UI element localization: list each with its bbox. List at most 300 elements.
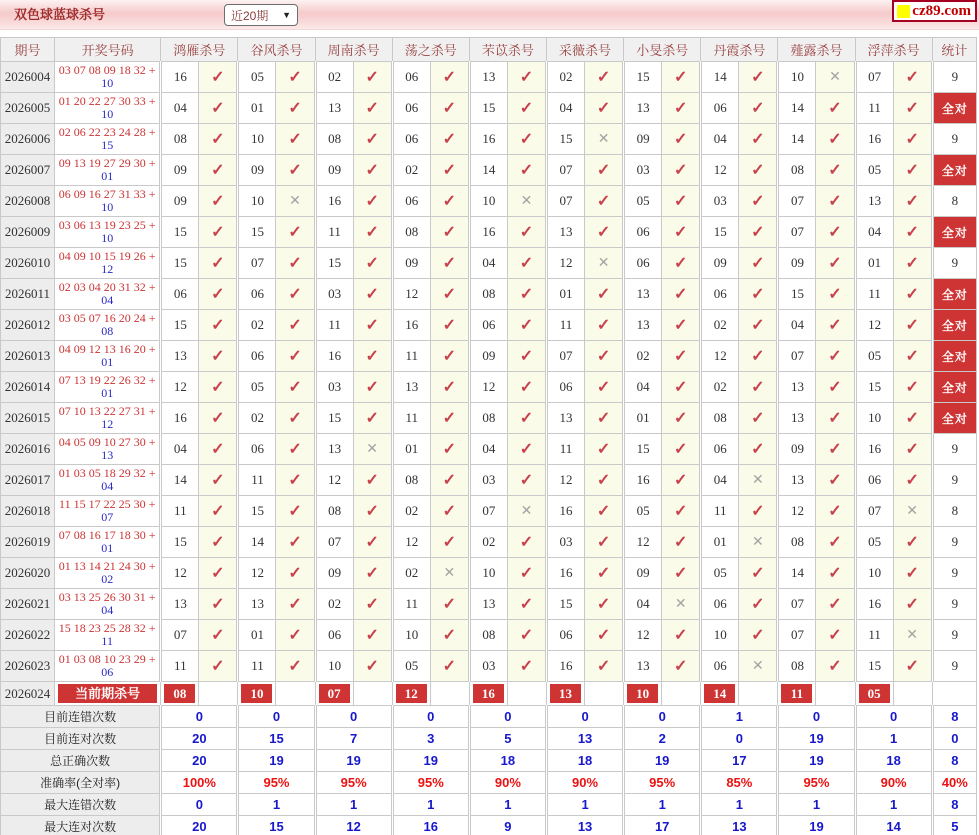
kill-number-cell: 07 (778, 186, 816, 217)
kill-number-cell: 01 (855, 248, 893, 279)
kill-number-cell: 06 (315, 620, 353, 651)
kill-number-cell: 06 (392, 62, 430, 93)
kill-mark-cell (585, 248, 624, 279)
kill-mark-cell (585, 372, 624, 403)
stat-cell: 全对 (932, 155, 976, 186)
check-icon: ✓ (596, 627, 611, 644)
check-icon: ✓ (288, 658, 302, 675)
check-icon: ✓ (442, 596, 456, 613)
summary-value-cell: 17 (624, 816, 701, 835)
summary-value-cell: 0 (392, 706, 469, 728)
cross-icon: ✕ (597, 254, 610, 270)
winning-numbers-cell (55, 558, 161, 589)
current-kill-number: 14 (704, 684, 735, 703)
kill-mark-cell (276, 496, 315, 527)
summary-value-cell: 95% (238, 772, 315, 794)
kill-number-cell: 05 (624, 496, 662, 527)
kill-mark-cell (430, 372, 469, 403)
kill-number-cell: 13 (238, 589, 276, 620)
kill-number-cell: 16 (855, 434, 893, 465)
check-icon: ✓ (596, 503, 611, 520)
check-icon: ✓ (674, 658, 688, 675)
summary-value-cell: 95% (624, 772, 701, 794)
cross-icon: ✕ (906, 502, 919, 518)
kill-number-cell: 07 (161, 620, 199, 651)
kill-mark-cell (662, 403, 701, 434)
check-icon: ✓ (211, 317, 225, 334)
kill-number-cell: 09 (778, 248, 816, 279)
kill-number-cell: 09 (315, 558, 353, 589)
kill-mark-cell (507, 465, 546, 496)
kill-mark-cell (430, 620, 469, 651)
kill-number-cell: 16 (546, 558, 584, 589)
kill-mark-cell (276, 310, 315, 341)
current-mark-cell (507, 682, 546, 706)
summary-label-cell: 总正确次数 (1, 750, 161, 772)
blue-ball: 04 (101, 293, 114, 307)
kill-number-cell: 14 (701, 62, 739, 93)
kill-number-cell: 14 (238, 527, 276, 558)
kill-mark-cell (662, 558, 701, 589)
kill-mark-cell (507, 124, 546, 155)
check-icon: ✓ (365, 131, 379, 148)
check-icon: ✓ (596, 379, 611, 396)
check-icon: ✓ (519, 131, 534, 148)
kill-mark-cell (430, 465, 469, 496)
kill-mark-cell (816, 279, 855, 310)
summary-value-cell: 19 (315, 750, 392, 772)
kill-number-cell: 10 (315, 651, 353, 682)
check-icon: ✓ (288, 410, 302, 427)
kill-mark-cell (662, 434, 701, 465)
kill-mark-cell (430, 155, 469, 186)
check-icon: ✓ (596, 596, 611, 613)
check-icon: ✓ (442, 255, 456, 272)
kill-mark-cell (893, 217, 932, 248)
kill-number-cell: 03 (315, 372, 353, 403)
kill-mark-cell (739, 186, 778, 217)
kill-mark-cell (893, 434, 932, 465)
kill-mark-cell (353, 589, 392, 620)
period-cell: 2026019 (1, 527, 55, 558)
blue-ball: 08 (101, 324, 114, 338)
summary-value-cell: 0 (161, 794, 238, 816)
summary-value-cell: 0 (855, 706, 932, 728)
red-balls: 01 03 08 10 23 29 + (58, 652, 156, 666)
kill-mark-cell (199, 434, 238, 465)
period-cell: 2026006 (1, 124, 55, 155)
stat-cell: 9 (932, 62, 976, 93)
check-icon: ✓ (288, 441, 302, 458)
kill-mark-cell (739, 279, 778, 310)
kill-number-cell: 11 (546, 434, 584, 465)
kill-number-cell: 12 (701, 341, 739, 372)
kill-mark-cell (276, 651, 315, 682)
check-icon: ✓ (288, 348, 302, 365)
kill-number-cell: 02 (701, 372, 739, 403)
check-icon: ✓ (596, 472, 611, 489)
kill-mark-cell (662, 651, 701, 682)
kill-mark-cell (276, 217, 315, 248)
kill-number-cell: 06 (855, 465, 893, 496)
kill-mark-cell (816, 496, 855, 527)
table-row (1, 341, 977, 372)
check-icon: ✓ (596, 410, 611, 427)
kill-number-cell: 11 (161, 496, 199, 527)
kill-number-cell: 05 (855, 155, 893, 186)
kill-number-cell: 13 (161, 589, 199, 620)
current-kill-number: 10 (627, 684, 658, 703)
check-icon: ✓ (365, 565, 379, 582)
kill-mark-cell (585, 93, 624, 124)
kill-mark-cell (507, 248, 546, 279)
kill-number-cell: 11 (238, 465, 276, 496)
kill-mark-cell (893, 62, 932, 93)
kill-number-cell: 09 (701, 248, 739, 279)
current-mark-cell (430, 682, 469, 706)
kill-mark-cell (662, 279, 701, 310)
kill-number-cell: 10 (701, 620, 739, 651)
check-icon: ✓ (674, 224, 688, 241)
kill-mark-cell (585, 558, 624, 589)
stat-cell: 9 (932, 434, 976, 465)
kill-mark-cell (199, 496, 238, 527)
kill-mark-cell (430, 124, 469, 155)
check-icon: ✓ (211, 565, 225, 582)
cross-icon: ✕ (752, 471, 764, 487)
kill-mark-cell (353, 62, 392, 93)
kill-mark-cell (507, 589, 546, 620)
kill-mark-cell (816, 93, 855, 124)
kill-mark-cell (276, 434, 315, 465)
kill-mark-cell (816, 372, 855, 403)
kill-number-cell: 06 (701, 434, 739, 465)
stat-cell: 全对 (932, 341, 976, 372)
check-icon: ✓ (365, 348, 379, 365)
check-icon: ✓ (365, 69, 379, 86)
current-mark-cell (662, 682, 701, 706)
red-balls: 03 07 08 09 18 32 + (58, 63, 156, 77)
summary-row (1, 772, 977, 794)
kill-mark-cell (507, 434, 546, 465)
current-label-cell (55, 682, 161, 706)
kill-mark-cell (739, 155, 778, 186)
kill-number-cell: 07 (469, 496, 507, 527)
winning-numbers-cell (55, 620, 161, 651)
summary-label-cell: 最大连错次数 (1, 794, 161, 816)
red-balls: 02 06 22 23 24 28 + (58, 125, 156, 139)
kill-mark-cell (199, 465, 238, 496)
summary-value-cell: 0 (161, 706, 238, 728)
check-icon: ✓ (905, 348, 919, 365)
check-icon: ✓ (674, 162, 688, 179)
kill-mark-cell (199, 279, 238, 310)
current-stat-cell (932, 682, 976, 706)
period-cell: 2026020 (1, 558, 55, 589)
kill-mark-cell (816, 527, 855, 558)
summary-value-cell: 13 (701, 816, 778, 835)
cross-icon: ✕ (443, 564, 456, 580)
kill-number-cell: 16 (161, 62, 199, 93)
check-icon: ✓ (828, 472, 842, 489)
check-icon: ✓ (596, 658, 611, 675)
kill-number-cell: 06 (469, 310, 507, 341)
summary-row (1, 750, 977, 772)
kill-number-cell: 08 (161, 124, 199, 155)
kill-number-cell: 02 (392, 155, 430, 186)
kill-number-cell: 13 (624, 279, 662, 310)
winning-numbers-cell (55, 186, 161, 217)
kill-number-cell: 08 (315, 124, 353, 155)
kill-number-cell: 06 (546, 620, 584, 651)
stat-cell: 全对 (932, 217, 976, 248)
table-row (1, 496, 977, 527)
summary-value-cell: 85% (701, 772, 778, 794)
check-icon: ✓ (288, 100, 302, 117)
kill-number-cell: 06 (238, 434, 276, 465)
kill-mark-cell (739, 527, 778, 558)
kill-number-cell: 11 (392, 341, 430, 372)
kill-mark-cell (507, 651, 546, 682)
period-cell: 2026016 (1, 434, 55, 465)
summary-value-cell: 16 (392, 816, 469, 835)
kill-number-cell: 01 (546, 279, 584, 310)
check-icon: ✓ (288, 596, 302, 613)
kill-mark-cell (199, 372, 238, 403)
kill-number-cell: 10 (392, 620, 430, 651)
check-icon: ✓ (519, 565, 534, 582)
kill-mark-cell (816, 341, 855, 372)
check-icon: ✓ (905, 658, 919, 675)
blue-ball: 10 (101, 200, 114, 214)
summary-value-cell: 1 (238, 794, 315, 816)
check-icon: ✓ (365, 286, 379, 303)
check-icon: ✓ (519, 596, 534, 613)
check-icon: ✓ (596, 441, 611, 458)
kill-number-cell: 02 (392, 496, 430, 527)
kill-number-cell: 09 (392, 248, 430, 279)
kill-number-cell: 15 (778, 279, 816, 310)
stat-cell: 8 (932, 496, 976, 527)
summary-value-cell: 90% (469, 772, 546, 794)
kill-mark-cell (353, 403, 392, 434)
kill-mark-cell (585, 279, 624, 310)
kill-mark-cell (662, 496, 701, 527)
kill-mark-cell (353, 124, 392, 155)
check-icon: ✓ (905, 472, 919, 489)
current-kill-number: 05 (859, 684, 890, 703)
table-row (1, 93, 977, 124)
kill-mark-cell (893, 155, 932, 186)
kill-mark-cell (353, 434, 392, 465)
kill-mark-cell (816, 186, 855, 217)
check-icon: ✓ (828, 534, 842, 551)
kill-number-cell: 13 (778, 465, 816, 496)
kill-number-cell: 11 (392, 589, 430, 620)
table-row (1, 527, 977, 558)
kill-mark-cell (739, 434, 778, 465)
blue-ball: 01 (101, 541, 114, 555)
kill-number-cell: 16 (546, 496, 584, 527)
current-kill-number: 07 (319, 684, 350, 703)
kill-mark-cell (353, 93, 392, 124)
check-icon: ✓ (288, 317, 302, 334)
check-icon: ✓ (442, 441, 456, 458)
kill-number-cell: 13 (546, 217, 584, 248)
kill-number-cell: 04 (855, 217, 893, 248)
kill-mark-cell (816, 589, 855, 620)
red-balls: 03 06 13 19 23 25 + (58, 218, 156, 232)
check-icon: ✓ (442, 131, 456, 148)
kill-number-cell: 07 (778, 217, 816, 248)
kill-number-cell: 15 (161, 310, 199, 341)
kill-mark-cell (585, 496, 624, 527)
kill-number-cell: 12 (315, 465, 353, 496)
kill-mark-cell (893, 372, 932, 403)
kill-number-cell: 04 (161, 93, 199, 124)
kill-mark-cell (662, 310, 701, 341)
red-balls: 03 05 07 16 20 24 + (58, 311, 156, 325)
kill-mark-cell (353, 310, 392, 341)
kill-mark-cell (430, 527, 469, 558)
summary-value-cell: 1 (701, 794, 778, 816)
check-icon: ✓ (751, 348, 765, 365)
kill-number-cell: 06 (701, 651, 739, 682)
kill-number-cell: 13 (778, 403, 816, 434)
kill-mark-cell (507, 620, 546, 651)
kill-mark-cell (507, 403, 546, 434)
check-icon: ✓ (828, 286, 842, 303)
kill-number-cell: 13 (469, 62, 507, 93)
kill-mark-cell (816, 620, 855, 651)
check-icon: ✓ (442, 627, 456, 644)
kill-mark-cell (585, 403, 624, 434)
period-range-select[interactable] (224, 4, 298, 26)
check-icon: ✓ (365, 472, 379, 489)
check-icon: ✓ (211, 596, 225, 613)
check-icon: ✓ (365, 627, 379, 644)
check-icon: ✓ (905, 534, 919, 551)
check-icon: ✓ (674, 441, 688, 458)
summary-value-cell: 1 (855, 794, 932, 816)
kill-number-cell: 14 (161, 465, 199, 496)
summary-value-cell: 1 (701, 706, 778, 728)
stat-cell: 9 (932, 465, 976, 496)
summary-label-cell: 目前连对次数 (1, 728, 161, 750)
summary-value-cell: 1 (392, 794, 469, 816)
kill-number-cell: 01 (238, 93, 276, 124)
check-icon: ✓ (442, 286, 456, 303)
check-icon: ✓ (751, 441, 765, 458)
expert-column-header-4: 芣苡杀号 (469, 38, 546, 62)
kill-mark-cell (353, 651, 392, 682)
kill-mark-cell (507, 341, 546, 372)
kill-number-cell: 10 (238, 186, 276, 217)
check-icon: ✓ (596, 100, 611, 117)
kill-number-cell: 12 (392, 527, 430, 558)
kill-mark-cell (199, 651, 238, 682)
kill-number-cell: 06 (624, 248, 662, 279)
kill-mark-cell (816, 248, 855, 279)
check-icon: ✓ (211, 193, 225, 210)
current-kill-number: 08 (164, 684, 195, 703)
kill-number-cell: 12 (624, 620, 662, 651)
kill-number-cell: 07 (778, 589, 816, 620)
kill-number-cell: 15 (546, 124, 584, 155)
red-balls: 15 18 23 25 28 32 + (58, 621, 156, 635)
kill-number-cell: 11 (161, 651, 199, 682)
kill-mark-cell (353, 217, 392, 248)
check-icon: ✓ (519, 534, 534, 551)
blue-ball: 04 (101, 479, 114, 493)
cross-icon: ✕ (829, 68, 841, 84)
kill-mark-cell (893, 341, 932, 372)
check-icon: ✓ (905, 286, 919, 303)
kill-mark-cell (662, 248, 701, 279)
summary-stat-cell: 8 (932, 706, 976, 728)
kill-number-cell: 15 (701, 217, 739, 248)
kill-number-cell: 12 (469, 372, 507, 403)
kill-mark-cell (585, 651, 624, 682)
kill-mark-cell (739, 248, 778, 279)
kill-number-cell: 05 (238, 62, 276, 93)
current-kill-number: 16 (473, 684, 504, 703)
summary-row (1, 816, 977, 835)
kill-number-cell: 13 (855, 186, 893, 217)
period-cell: 2026023 (1, 651, 55, 682)
check-icon: ✓ (519, 410, 534, 427)
kill-mark-cell (739, 465, 778, 496)
summary-value-cell: 90% (855, 772, 932, 794)
kill-mark-cell (276, 620, 315, 651)
summary-label-cell: 最大连对次数 (1, 816, 161, 835)
stat-cell: 9 (932, 248, 976, 279)
kill-mark-cell (199, 217, 238, 248)
kill-mark-cell (816, 558, 855, 589)
stat-cell: 全对 (932, 279, 976, 310)
kill-mark-cell (739, 403, 778, 434)
title-bar (0, 0, 979, 30)
kill-mark-cell (893, 279, 932, 310)
check-icon: ✓ (828, 596, 842, 613)
summary-value-cell: 7 (315, 728, 392, 750)
summary-value-cell: 5 (469, 728, 546, 750)
kill-mark-cell (276, 589, 315, 620)
check-icon: ✓ (211, 100, 225, 117)
kill-number-cell: 12 (161, 372, 199, 403)
check-icon: ✓ (365, 379, 379, 396)
current-mark-cell (893, 682, 932, 706)
check-icon: ✓ (211, 379, 225, 396)
kill-mark-cell (739, 217, 778, 248)
check-icon: ✓ (905, 317, 919, 334)
kill-mark-cell (353, 372, 392, 403)
kill-mark-cell (276, 465, 315, 496)
kill-mark-cell (353, 279, 392, 310)
summary-value-cell: 1 (624, 794, 701, 816)
check-icon: ✓ (519, 100, 534, 117)
kill-number-cell: 04 (624, 372, 662, 403)
kill-number-cell: 04 (546, 93, 584, 124)
kill-mark-cell (893, 310, 932, 341)
winning-numbers-cell (55, 403, 161, 434)
cross-icon: ✕ (520, 192, 533, 208)
kill-number-cell: 01 (701, 527, 739, 558)
summary-row (1, 794, 977, 816)
page-title: 双色球蓝球杀号 (14, 7, 106, 22)
expert-column-header-8: 薤露杀号 (778, 38, 855, 62)
kill-mark-cell (430, 279, 469, 310)
